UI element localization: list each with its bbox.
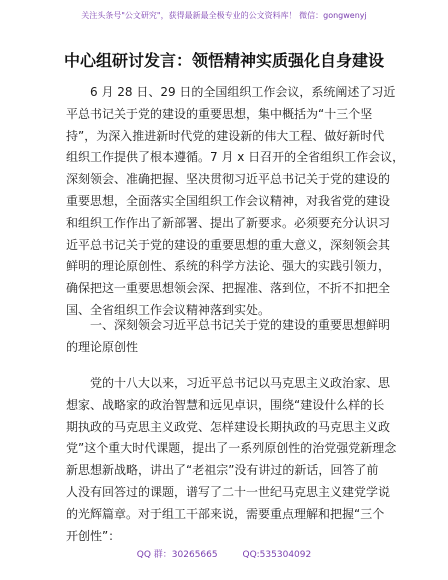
text-line: 和组织工作作出了新部署、提出了新要求。必须要充分认识习 [66,215,391,230]
text-line: 6 月 28 日、29 日的全国组织工作会议，系统阐述了习近 [90,85,396,99]
document-title: 中心组研讨发言：领悟精神实质强化自身建设 [63,51,384,70]
text-line: 新思想新战略，讲出了“老祖宗”没有讲过的新话，回答了前 [66,463,379,478]
text-line: 国、全省组织工作会议精神落到实处。 [66,302,271,317]
text-line: 党的十八大以来，习近平总书记以马克思主义政治家、思 [90,376,391,390]
header-banner: 关注头条号"公文研究"，获得最新最全极专业的公文资料库！ 微信：gongwenyj [81,11,367,20]
text-line: 的光辉篇章。对于组工干部来说，需要重点理解和把握“三个 [66,506,385,521]
heading-line: 一、深刻领会习近平总书记关于党的建设的重要思想鲜明 [90,318,391,332]
text-line: 期执政的马克思主义政党、怎样建设长期执政的马克思主义政 [66,419,391,434]
text-line: 想家、战略家的政治智慧和远见卓识，围绕“建设什么样的长 [66,397,385,412]
text-line: 党”这个重大时代课题，提出了一系列原创性的治党强党新理念 [66,441,397,456]
text-line: 确保把这一重要思想领会深、把握准、落到位，不折不扣把全 [66,281,391,296]
text-line: 深刻领会、准确把握、坚决贯彻习近平总书记关于党的建设的 [66,172,391,187]
text-line: 重要思想，全面落实全国组织工作会议精神，对我省党的建设 [66,193,391,208]
footer-contact [0,549,448,561]
paragraph-body [66,373,397,547]
section-heading [66,315,391,359]
text-line: 鲜明的理论原创性、系统的科学方法论、强大的实践引领力， [66,259,391,274]
qq-label: QQ:535304092 [242,550,312,560]
text-line: 近平总书记关于党的建设的重要思想的重大意义，深刻领会其 [66,237,391,252]
text-line: 持”，为深入推进新时代党的建设新的伟大工程、做好新时代 [66,128,385,143]
text-line: 人没有回答过的课题，谱写了二十一世纪马克思主义建党学说 [66,484,391,499]
heading-line: 的理论原创性 [66,339,139,354]
text-line: 平总书记关于党的建设的重要思想，集中概括为“十三个坚 [66,106,373,121]
text-line: 开创性”： [66,528,121,543]
text-line: 组织工作提供了根本遵循。7 月 x 日召开的全省组织工作会议， [66,150,405,165]
paragraph-intro [66,82,405,322]
qq-group-label: QQ 群：30265665 [136,550,218,560]
